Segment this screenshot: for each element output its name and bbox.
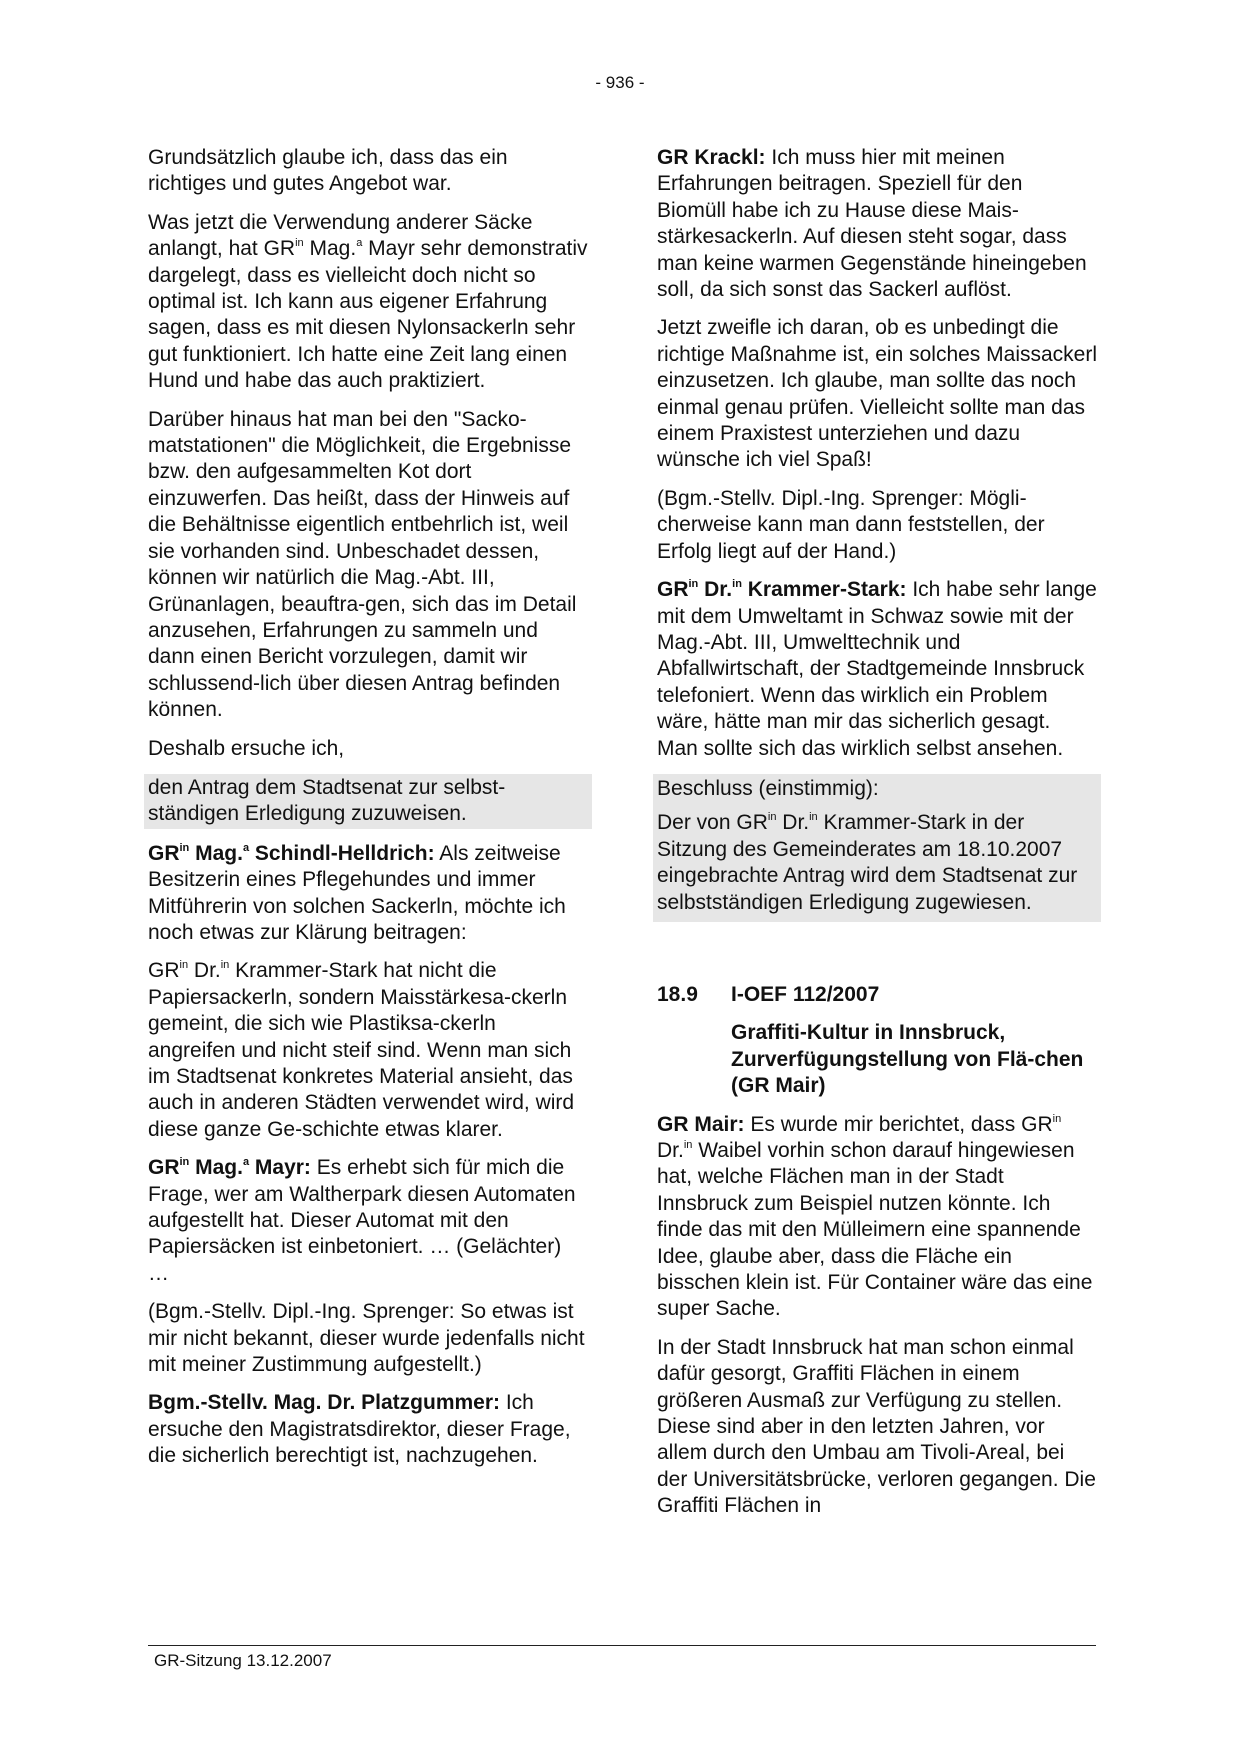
- motion-highlight: den Antrag dem Stadtsenat zur selbst-ständigen Erledigung zuzuweisen.: [144, 774, 592, 829]
- footer-text: GR-Sitzung 13.12.2007: [154, 1651, 332, 1670]
- speaker-paragraph: $GR^{in}$ Mag.$^a$ Mayr: Es erhebt sich für mich die Frage, wer am Waltherpark diesen Automaten aufgestellt hat. Dieser Automat mit den Papiersäcken ist einbetoniert. … (Gelächter) …: [148, 1156, 576, 1285]
- speaker-name: $GR^{in}$ Mag.$^a$ Mayr:: [148, 1156, 311, 1180]
- paragraph: Grundsätzlich glaube ich, dass das ein richtiges und gutes Angebot war.: [148, 146, 508, 196]
- paragraph: (Bgm.-Stellv. Dipl.-Ing. Sprenger: So etwas ist mir nicht bekannt, dieser wurde jedenfalls nicht mit meiner Zustimmung aufgestellt.): [148, 1300, 585, 1377]
- speaker-paragraph: Bgm.-Stellv. Mag. Dr. Platzgummer: Ich ersuche den Magistratsdirektor, dieser Frage, die sicherlich berechtigt ist, nachzugehen.: [148, 1391, 571, 1468]
- paragraph: Darüber hinaus hat man bei den "Sacko-matstationen" die Möglichkeit, die Ergebnisse bzw. den aufgesammelten Kot dort einzuwerfen. Das heißt, dass der Hinweis auf die Behältnisse eigentlich entbehrlich ist, weil sie vorhanden sind. Unbeschadet dessen, können wir natürlich die Mag.-Abt. III, Grünanlagen, beauftra-gen, sich das im Detail anzusehen, Erfahrungen zu sammeln und dann einen Bericht vorzulegen, damit wir schlussend-lich über diesen Antrag befinden können.: [148, 407, 577, 722]
- speaker-paragraph: $GR^{in}$ Dr.$^{in}$ Krammer-Stark: Ich habe sehr lange mit dem Umweltamt in Schwaz sowie mit der Mag.-Abt. III, Umwelttechnik und Abfallwirtschaft, der Stadtgemeinde Innsbruck telefoniert. Wenn das wirklich ein Problem wäre, hätte man mir das sicherlich gesagt. Man sollte sich das wirklich selbst ansehen.: [657, 578, 1097, 760]
- paragraph: Jetzt zweifle ich daran, ob es unbedingt die richtige Maßnahme ist, ein solches Maissackerl einzusetzen. Ich glaube, man sollte das noch einmal genau prüfen. Vielleicht sollte man das einem Praxistest unterziehen und dazu wünsche ich viel Spaß!: [657, 316, 1097, 472]
- footer-divider: [148, 1645, 1096, 1646]
- resolution-label: Beschluss (einstimmig):: [657, 776, 879, 800]
- paragraph: $GR^{in}$ Dr.$^{in}$ Krammer-Stark hat nicht die Papiersackerln, sondern Maisstärkesa-ckerln gemeint, die sich wie Plastiksa-ckerln angreifen und nicht steif sind. Wenn man sich im Stadtsenat konkretes Material ansieht, das auch in anderen Städten verwendet wird, wird diese ganze Ge-schichte etwas klarer.: [148, 959, 575, 1141]
- speaker-name: $GR^{in}$ Dr.$^{in}$ Krammer-Stark:: [657, 578, 907, 602]
- paragraph: Deshalb ersuche ich,: [148, 736, 345, 760]
- paragraph: In der Stadt Innsbruck hat man schon einmal dafür gesorgt, Graffiti Flächen in einem größeren Ausmaß zur Verfügung zu stellen. Diese sind aber in den letzten Jahren, vor allem durch den Umbau am Tivoli-Areal, bei der Universitätsbrücke, verloren gegangen. Die Graffiti Flächen in: [657, 1335, 1096, 1518]
- right-column: [657, 145, 1097, 1532]
- section-code: I-OEF 112/2007: [731, 982, 880, 1006]
- speaker-paragraph: GR Mair: Es wurde mir berichtet, dass $GR^{in}$ Dr.$^{in}$ Waibel vorhin schon darauf hingewiesen hat, welche Flächen man in der Stadt Innsbruck zum Beispiel nutzen könnte. Ich finde das mit den Mülleimern eine spannende Idee, glaube aber, dass die Fläche ein bisschen klein ist. Für Container wäre das eine super Sache.: [657, 1112, 1093, 1321]
- page-number: - 936 -: [595, 73, 645, 92]
- speaker-name: $GR^{in}$ Mag.$^a$ Schindl-Helldrich:: [148, 841, 435, 865]
- paragraph: Was jetzt die Verwendung anderer Säcke anlangt, hat $GR^{in}$ Mag.$^a$ Mayr sehr demonstrativ dargelegt, dass es vielleicht doch nicht so optimal ist. Ich kann aus eigener Erfahrung sagen, dass es mit diesen Nylonsackerln sehr gut funktioniert. Ich hatte eine Zeit lang einen Hund und habe das auch praktiziert.: [148, 210, 588, 393]
- left-column: [148, 145, 588, 1482]
- resolution-block: [653, 774, 1101, 922]
- speaker-paragraph: $GR^{in}$ Mag.$^a$ Schindl-Helldrich: Als zeitweise Besitzerin eines Pflegehundes und immer Mitführerin von solchen Sackerln, möchte ich noch etwas zur Klärung beitragen:: [148, 841, 566, 944]
- section-number: 18.9: [657, 982, 698, 1006]
- section-heading: [657, 982, 1097, 1008]
- speaker-name: Bgm.-Stellv. Mag. Dr. Platzgummer:: [148, 1391, 501, 1415]
- speaker-name: GR Mair:: [657, 1112, 745, 1136]
- speaker-name: GR Krackl:: [657, 146, 766, 169]
- section-title: Graffiti-Kultur in Innsbruck, Zurverfügungstellung von Flä-chen (GR Mair): [731, 1021, 1084, 1098]
- paragraph: (Bgm.-Stellv. Dipl.-Ing. Sprenger: Mögli-cherweise kann man dann feststellen, der Erfolg liegt auf der Hand.): [657, 486, 1045, 563]
- resolution-text: Der von $GR^{in}$ Dr.$^{in}$ Krammer-Stark in der Sitzung des Gemeinderates am 18.10.2007 eingebrachte Antrag wird dem Stadtsenat zur selbstständigen Erledigung zugewiesen.: [657, 811, 1078, 914]
- speaker-paragraph: GR Krackl: Ich muss hier mit meinen Erfahrungen beitragen. Speziell für den Biomüll habe ich zu Hause diese Mais-stärkesackerln. Auf diesen steht sogar, dass man keine warmen Gegenstände hineingeben soll, da sich sonst das Sackerl auflöst.: [657, 146, 1087, 302]
